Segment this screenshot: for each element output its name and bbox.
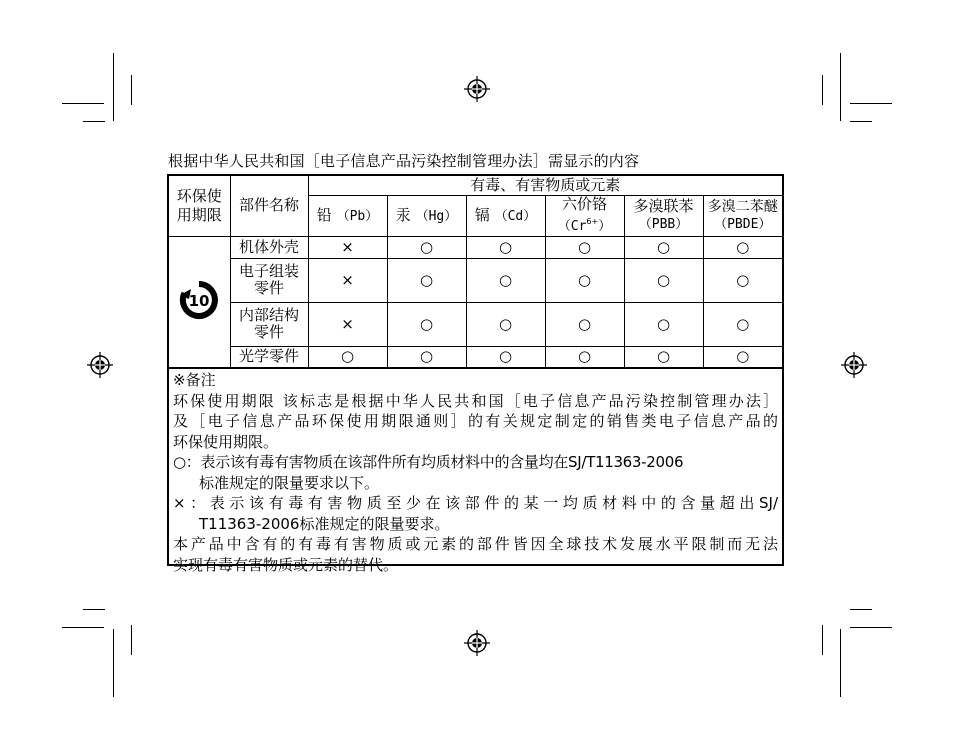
mark-cell: ○ (624, 236, 703, 258)
epup-10-year-logo-icon (179, 280, 219, 320)
notes-cross-legend: T11363-2006标准规定的限量要求。 (199, 514, 450, 533)
notes-epup-text: 环保使用期限。 (173, 432, 279, 451)
substance-header-mercury: 汞 （Hg） (387, 195, 466, 236)
mark-cell: ○ (624, 258, 703, 302)
crop-mark-bottom-left-v (113, 629, 114, 697)
crop-mark-bottom-right-h2 (850, 609, 872, 610)
registration-mark-icon (87, 352, 113, 378)
substance-header-pbde: 多溴二苯醚 （PBDE） (703, 195, 783, 236)
notes-circle-legend: 标准规定的限量要求以下。 (199, 473, 380, 492)
mark-cell: ○ (545, 258, 624, 302)
part-name: 机体外壳 (230, 236, 308, 258)
mark-cell: ○ (703, 236, 783, 258)
table-row (168, 258, 783, 302)
mark-cell: ○ (308, 346, 387, 368)
hazardous-substance-table (167, 174, 784, 369)
mark-cell: ○ (624, 302, 703, 346)
crop-mark-bottom-right-h (850, 627, 892, 628)
table-row (168, 236, 783, 258)
crop-mark-top-left-v2 (131, 75, 132, 105)
epup-logo-cell (168, 236, 230, 368)
table-row (168, 346, 783, 368)
svg-text:10: 10 (188, 291, 210, 310)
crop-mark-bottom-right-v2 (822, 625, 823, 655)
mark-cell: × (308, 258, 387, 302)
substance-header-cadmium: 镉 （Cd） (466, 195, 545, 236)
registration-mark-icon (464, 76, 490, 102)
mark-cell: ○ (703, 302, 783, 346)
part-name: 光学零件 (230, 346, 308, 368)
part-name-header: 部件名称 (230, 175, 308, 236)
crop-mark-bottom-right-v (840, 629, 841, 697)
mark-cell: ○ (387, 258, 466, 302)
mark-cell: ○ (545, 346, 624, 368)
mark-cell: ○ (703, 258, 783, 302)
mark-cell: ○ (466, 302, 545, 346)
notes-epup-text: 及［电子信息产品环保使用期限通则］的有关规定制定的销售类电子信息产品的 (173, 412, 778, 430)
mark-cell: ○ (466, 346, 545, 368)
mark-cell: ○ (466, 236, 545, 258)
mark-cell: ○ (624, 346, 703, 368)
crop-mark-top-right-v (840, 53, 841, 121)
mark-cell: ○ (545, 236, 624, 258)
crop-mark-bottom-left-v2 (131, 625, 132, 655)
notes-epup-text: 环保使用期限 该标志是根据中华人民共和国［电子信息产品污染控制管理办法］ (173, 391, 778, 410)
crop-mark-top-right-h (850, 103, 892, 104)
substance-header-lead: 铅 （Pb） (308, 195, 387, 236)
mark-cell: × (308, 302, 387, 346)
crop-mark-top-left-h2 (83, 121, 105, 122)
mark-cell: ○ (545, 302, 624, 346)
mark-cell: ○ (387, 236, 466, 258)
mark-cell: ○ (703, 346, 783, 368)
notes-circle-legend: ○：表示该有毒有害物质在该部件所有均质材料中的含量均在SJ/T11363-2006 (173, 453, 684, 471)
notes-footer-text: 本产品中含有的有毒有害物质或元素的部件皆因全球技术发展水平限制而无法 (173, 535, 778, 553)
crop-mark-top-right-h2 (850, 121, 872, 122)
notes-footer-text: 实现有毒有害物质或元素的替代。 (173, 555, 399, 574)
page-title: 根据中华人民共和国［电子信息产品污染控制管理办法］需显示的内容 (168, 152, 640, 170)
mark-cell: ○ (387, 302, 466, 346)
crop-mark-top-left-v (113, 53, 114, 121)
registration-mark-icon (841, 352, 867, 378)
crop-mark-top-left-h (62, 103, 104, 104)
crop-mark-bottom-left-h2 (83, 609, 105, 610)
substance-header-pbb: 多溴联苯 （PBB） (624, 195, 703, 236)
epup-header: 环保使用期限 (168, 175, 230, 236)
substance-header-chromium: 六价铬 $(Cr^{6+})$ (545, 195, 624, 236)
table-row (168, 302, 783, 346)
mark-cell: ○ (466, 258, 545, 302)
notes-section (167, 367, 784, 574)
crop-mark-top-right-v2 (822, 75, 823, 105)
substance-group-header: 有毒、有害物质或元素 (308, 175, 783, 195)
mark-cell: ○ (387, 346, 466, 368)
part-name: 内部结构零件 (230, 302, 308, 346)
crop-mark-bottom-left-h (62, 627, 104, 628)
registration-mark-icon (464, 630, 490, 656)
notes-cross-legend: ×：表示该有毒有害物质至少在该部件的某一均质材料中的含量超出SJ/ (173, 494, 778, 512)
part-name: 电子组装零件 (230, 258, 308, 302)
mark-cell: × (308, 236, 387, 258)
notes-heading: ※备注 (173, 371, 216, 389)
